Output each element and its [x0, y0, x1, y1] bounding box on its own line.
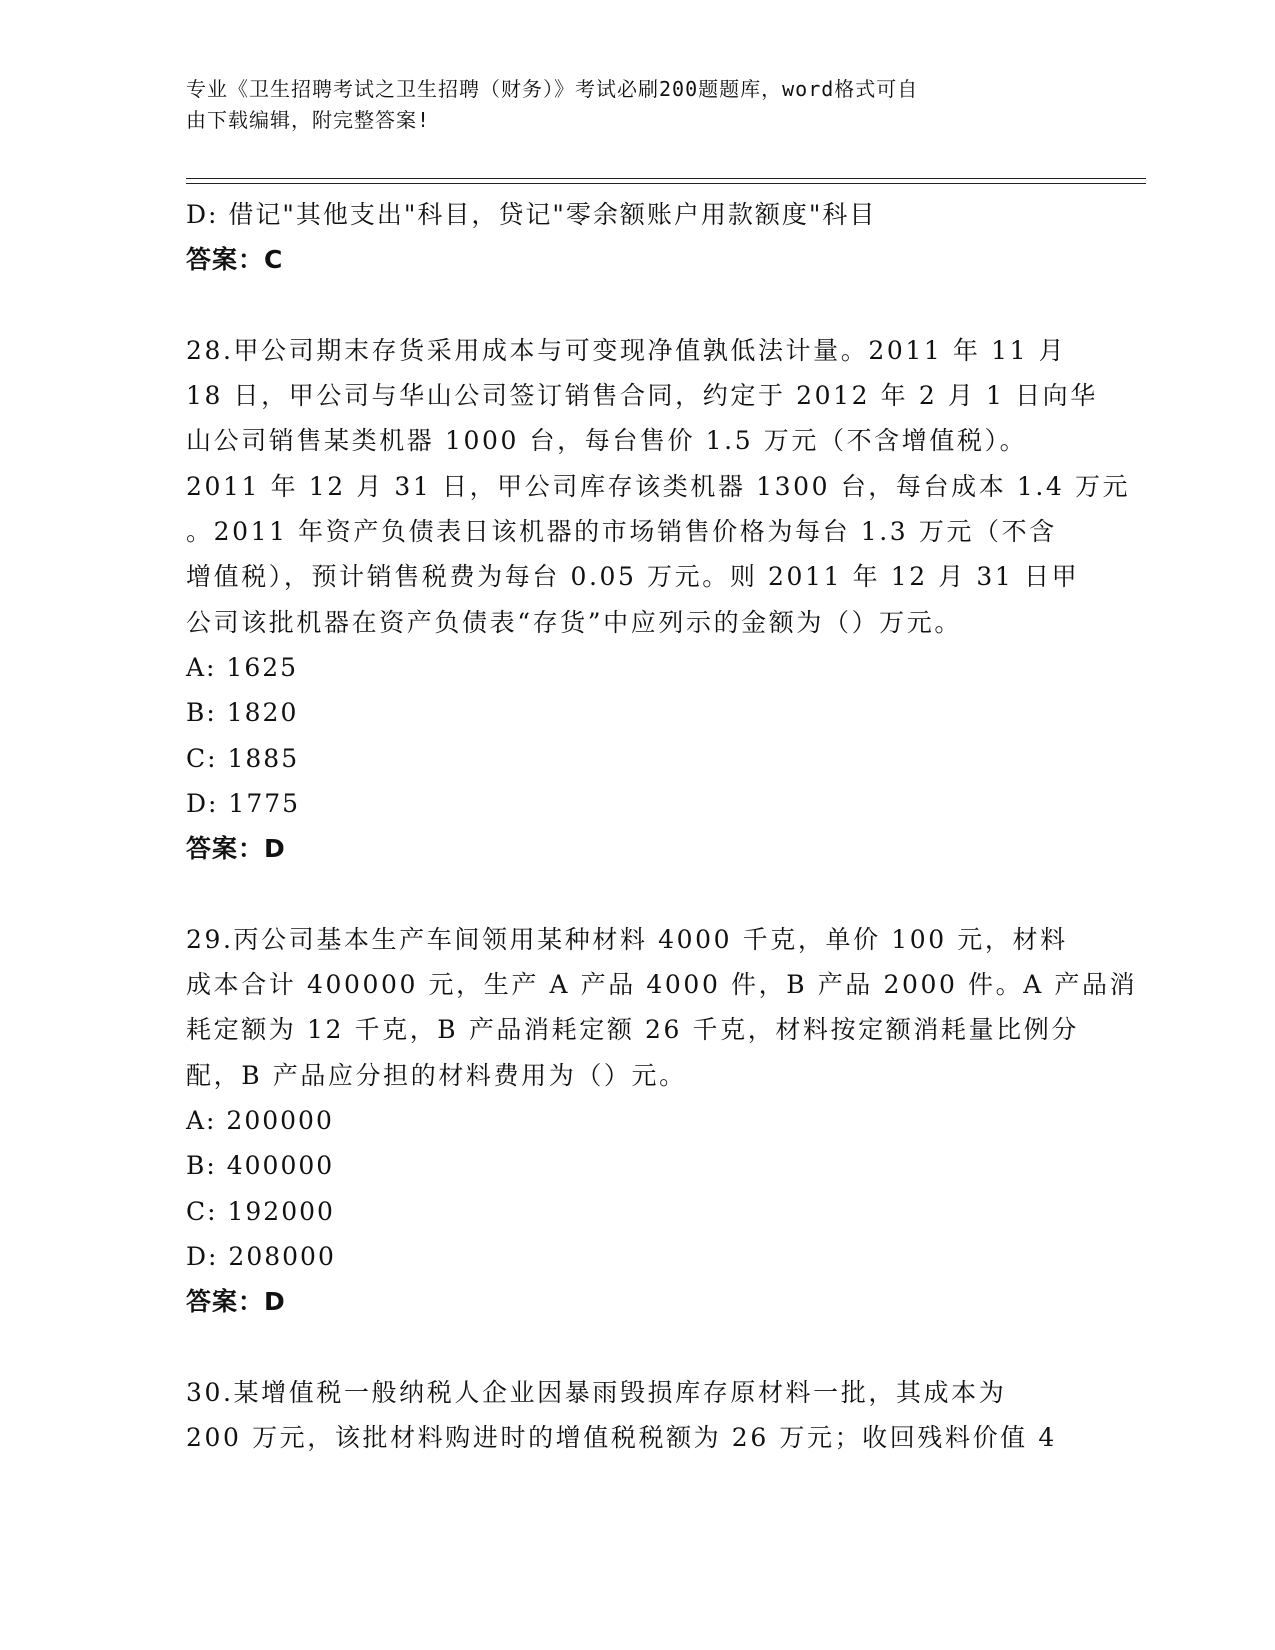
- question-text-line: 30.某增值税一般纳税人企业因暴雨毁损库存原材料一批，其成本为: [186, 1377, 1007, 1407]
- option-d: D: 208000: [186, 1241, 336, 1271]
- question-text-line: 配，B 产品应分担的材料费用为（）元。: [186, 1060, 687, 1090]
- spacer: [186, 1324, 1086, 1369]
- page-header: [186, 74, 1066, 136]
- question-28: [186, 328, 1131, 872]
- prev-option-d: D: 借记"其他支出"科目，贷记"零余额账户用款额度"科目: [186, 200, 877, 229]
- spacer: [186, 283, 1086, 328]
- question-text-line: 。2011 年资产负债表日该机器的市场销售价格为每台 1.3 万元（不含: [186, 517, 1057, 547]
- option-a: A: 200000: [186, 1105, 334, 1135]
- document-body: [186, 192, 1138, 1460]
- question-text-line: 200 万元，该批材料购进时的增值税税额为 26 万元；收回残料价值 4: [186, 1423, 1057, 1453]
- question-text-line: 山公司销售某类机器 1000 台，每台售价 1.5 万元（不含增值税）。: [186, 426, 1028, 456]
- question-text-line: 28.甲公司期末存货采用成本与可变现净值孰低法计量。2011 年 11 月: [186, 335, 1067, 365]
- question-text-line: 2011 年 12 月 31 日，甲公司库存该类机器 1300 台，每台成本 1.4 万元: [186, 471, 1131, 501]
- question-text-line: 公司该批机器在资产负债表“存货”中应列示的金额为（）万元。: [186, 607, 962, 637]
- question-text-line: 成本合计 400000 元，生产 A 产品 4000 件，B 产品 2000 件。A 产品消: [186, 970, 1138, 1000]
- question-text-line: 29.丙公司基本生产车间领用某种材料 4000 千克，单价 100 元，材料: [186, 924, 1068, 954]
- option-c: C: 192000: [186, 1196, 335, 1226]
- option-d: D: 1775: [186, 788, 301, 818]
- option-b: B: 1820: [186, 698, 299, 728]
- header-divider-bottom: [186, 183, 1146, 184]
- answer: 答案：D: [186, 834, 286, 864]
- question-text-line: 增值税），预计销售税费为每台 0.05 万元。则 2011 年 12 月 31 日甲: [186, 562, 1080, 592]
- question-text-line: 耗定额为 12 千克，B 产品消耗定额 26 千克，材料按定额消耗量比例分: [186, 1015, 1079, 1045]
- question-text-line: 18 日，甲公司与华山公司签订销售合同，约定于 2012 年 2 月 1 日向华: [186, 381, 1098, 411]
- header-divider-top: [186, 178, 1146, 179]
- spacer: [186, 871, 1086, 916]
- header-line-1: 专业《卫生招聘考试之卫生招聘（财务）》考试必刷200题题库，word格式可自: [186, 77, 919, 101]
- option-b: B: 400000: [186, 1151, 335, 1181]
- option-c: C: 1885: [186, 743, 300, 773]
- prev-answer: 答案：C: [186, 245, 284, 275]
- option-a: A: 1625: [186, 652, 299, 682]
- header-line-2: 由下载编辑，附完整答案!: [186, 108, 431, 132]
- question-30: [186, 1370, 1086, 1461]
- answer: 答案：D: [186, 1287, 286, 1317]
- question-29: [186, 917, 1138, 1325]
